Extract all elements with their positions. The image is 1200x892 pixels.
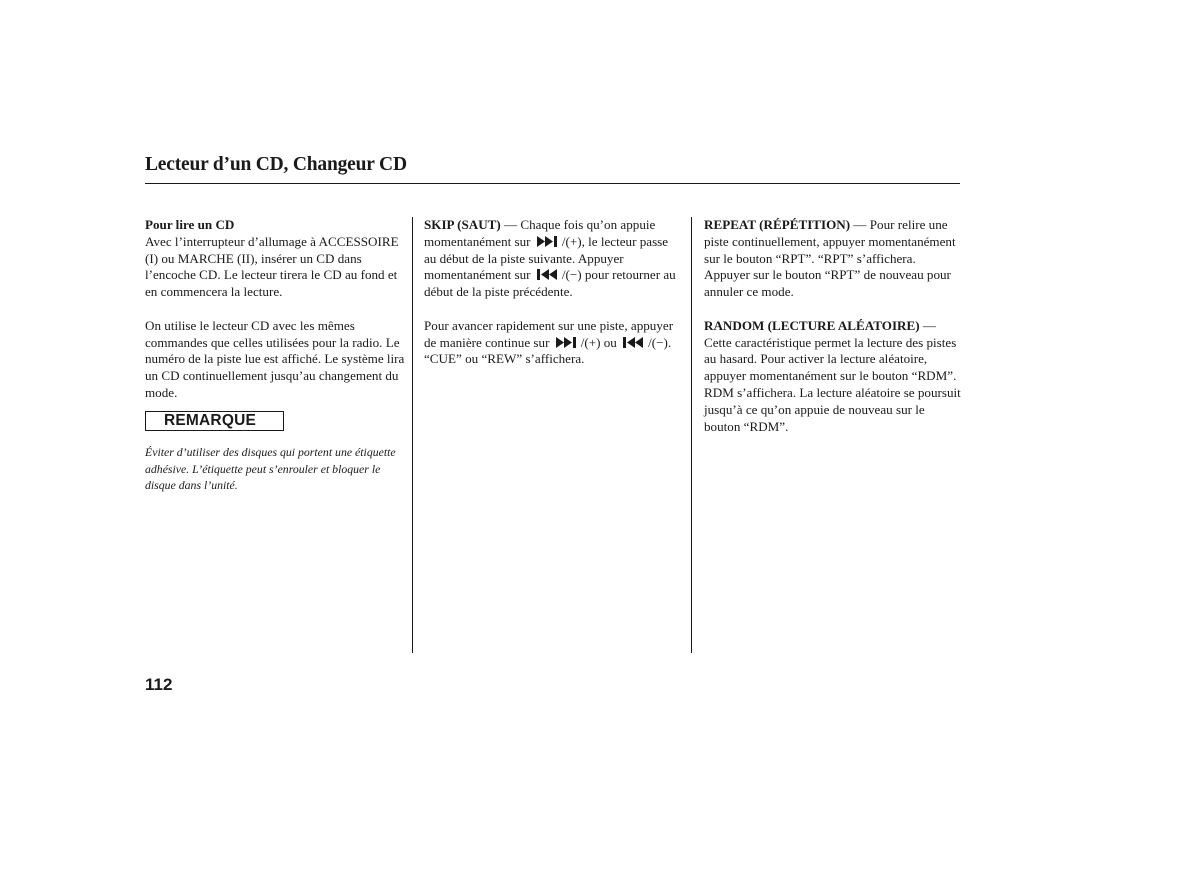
column-divider-1 <box>412 217 413 653</box>
title-divider <box>145 183 960 184</box>
skip-previous-icon <box>623 337 645 348</box>
skip-next-icon <box>556 337 578 348</box>
column-divider-2 <box>691 217 692 653</box>
skip-next-icon <box>537 236 559 247</box>
paragraph-random: RANDOM (LECTURE ALÉATOIRE) — Cette caractéristique permet la lecture des pistes au hasard. Pour activer la lecture aléatoire, appuyer momentanément sur le bouton “RDM”. RDM s’affichera. La lecture aléatoire se poursuit jusqu’à ce qu’on appuie de nouveau sur le bouton “RDM”. <box>704 317 961 434</box>
paragraph-fast-forward: Pour avancer rapidement sur une piste, appuyer de manière continue sur /(+) ou /(−). “CUE” ou “REW” s’affichera. <box>424 317 674 367</box>
notice-label: REMARQUE <box>145 411 284 431</box>
section-heading-play-cd: Pour lire un CD <box>145 217 235 232</box>
skip-previous-icon <box>537 269 559 280</box>
notice-text: Éviter d’utiliser des disques qui portent une étiquette adhésive. L’étiquette peut s’enrouler et bloquer le disque dans l’unité. <box>145 444 396 493</box>
page-number: 112 <box>145 675 173 694</box>
section-heading-repeat: REPEAT (RÉPÉTITION) <box>704 217 851 232</box>
paragraph-skip: SKIP (SAUT) — Chaque fois qu’on appuie momentanément sur /(+), le lecteur passe au début de la piste suivante. Appuyer momentanément sur /(−) pour retourner au début de la piste précédente. <box>424 217 676 300</box>
column-skip <box>424 217 682 368</box>
column-cd-playback <box>145 217 405 494</box>
page-title: Lecteur d’un CD, Changeur CD <box>145 154 407 175</box>
column-repeat-random <box>704 217 962 435</box>
section-heading-skip: SKIP (SAUT) <box>424 217 501 232</box>
paragraph-repeat: REPEAT (RÉPÉTITION) — Pour relire une piste continuellement, appuyer momentanément sur le bouton “RPT”. “RPT” s’affichera. Appuyer sur le bouton “RPT” de nouveau pour annuler ce mode. <box>704 217 956 300</box>
section-heading-random: RANDOM (LECTURE ALÉATOIRE) <box>704 317 920 333</box>
paragraph-insert-cd: Avec l’interrupteur d’allumage à ACCESSOIRE (I) ou MARCHE (II), insérer un CD dans l’encoche CD. Le lecteur tirera le CD au fond et en commencera la lecture. <box>145 233 399 300</box>
paragraph-controls: On utilise le lecteur CD avec les mêmes commandes que celles utilisées pour la radio. Le numéro de la piste lue est affiché. Le système lira un CD continuellement jusqu’au changement du mode. <box>145 317 405 400</box>
